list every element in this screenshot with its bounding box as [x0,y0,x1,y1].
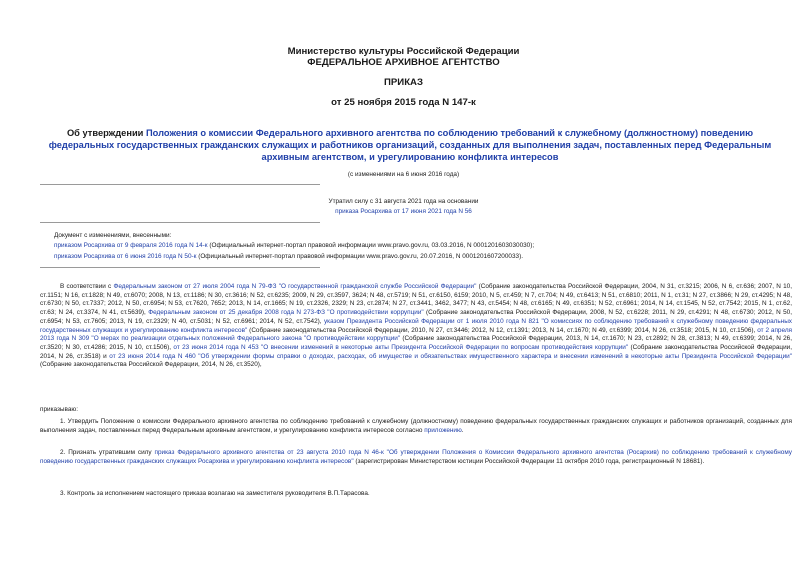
changes-block [54,232,794,261]
lost-force-order-link[interactable]: приказа Росархива от 17 июня 2021 года N 56 [335,208,472,216]
ministry-name: Министерство культуры Российской Федерации [287,46,520,57]
preamble-paragraph [40,283,792,370]
document-type: ПРИКАЗ [384,77,423,88]
preamble-text: В соответствии с [60,283,114,290]
preamble-text: (Собрание законодательства Российской Федерации, 2010, N 27, ст.3446; 2012, N 12, ст.1391; 2013, N 14, ст.1670; N 49, ст.6399; 2014, N 26, ст.3518; 2015, N 10, ст.1506), [247,326,758,334]
title-prefix: Об утверждении [66,128,146,138]
title-regulation-link[interactable]: Положения о комиссии Федерального архивного агентства по соблюдению требований к служебному (должностному) поведению федеральных государственных гражданских служащих и работников организаций, созданных для выполнения задач, поставленных перед Федеральным архивным агентством, и урегулированию конфликта интересов [48,128,772,162]
decree-309-link[interactable]: от 2 апреля 2013 года N 309 "О мерах по реализации отдельных положений Федерального закона "О противодействии коррупции" [40,326,793,343]
change-source: (Официальный интернет-портал правовой информации www.pravo.gov.ru, 03.03.2016, N 0001201603030030); [207,242,535,250]
change-order-link[interactable]: приказом Росархива от 9 февраля 2016 года N 14-к [54,242,208,250]
preamble-text: (Собрание законодательства Российской Федерации, 2008, N 52, ст.6228; 2011, N 29, ст.4291; N 48, ст.6730; 2012, N 50, ст.6954; N 53, ст.7605; 2013, N 19, ст.2329; N 40, ст.5031; N 52, ст.6961; 2014, N 52, ст.7542), [40,309,792,325]
document-title [40,127,780,163]
decree-821-link[interactable]: указом Президента Российской Федерации от 1 июля 2010 года N 821 "О комиссиях по соблюдению требований к служебному поведению федеральных государственных служащих и урегулированию конфликта интересов" [40,317,792,334]
item-text: 1. Утвердить Положение о комиссии Федерального архивного агентства по соблюдению требований к служебному (должностному) поведению федеральных государственных гражданских служащих и работников организаций, созданных для выполнения задач, поставленных перед Федеральным архивным агентством, и урегулированию конфликта интересов согласно [40,418,792,434]
item-text: . [461,426,464,434]
decree-460-link[interactable]: от 23 июня 2014 года N 460 "Об утверждении формы справки о доходах, расходах, об имуществе и обязательствах имущественного характера и внесении изменений в некоторые акты Президента Российской Федерации" [109,352,792,360]
appendix-link[interactable]: приложению [424,426,462,434]
agency-name: ФЕДЕРАЛЬНОЕ АРХИВНОЕ АГЕНТСТВО [307,57,500,68]
changes-item [54,253,794,261]
document-date: от 25 ноября 2015 года N 147-к [331,97,476,108]
decree-453-link[interactable]: от 23 июня 2014 года N 453 "О внесении изменений в некоторые акты Президента Российской Федерации по вопросам противодействия коррупции" [173,343,629,351]
amendment-note: (с изменениями на 6 июня 2016 года) [347,171,460,178]
order-item-1 [40,418,792,435]
order-word: приказываю: [40,406,78,413]
change-source: (Официальный интернет-портал правовой информации www.pravo.gov.ru, 20.07.2016, N 0001201607200033). [196,252,523,260]
item-text: 2. Признать утратившим силу [60,449,155,456]
changes-heading: Документ с изменениями, внесенными: [54,232,172,239]
law-273-fz-link[interactable]: Федеральным законом от 25 декабря 2008 года N 273-ФЗ "О противодействии коррупции" [148,309,424,317]
document-header [0,46,807,108]
preamble-text: (Собрание законодательства Российской Федерации, 2004, N 31, ст.3215; 2006, N 6, ст.636; 2007, N 10, ст.1151; N 16, ст.1828; N 49, ст.6070; 2008, N 13, ст.1186; N 30, ст.3616; N 52, ст.6235; 2009, N 29, ст.3597, 3624; N 48, ст.5719; N 51, ст.6150, 6159; 2010, N 5, ст.459; N 7, ст.704; N 49, ст.6413; N 51, ст.6810; 2011, N 1, ст.31; N 27, ст.3866; N 29, ст.4295; N 48, ст.6730; N 50, ст.7337; 2012, N 50, ст.6954; N 53, ст.7620, 7652; 2013, N 14, ст.1665; N 19, ст.2326, 2329; N 23, ст.2874; N 27, ст.3441, 3462, 3477; N 43, ст.5454; N 48, ст.6165; N 49, ст.6351; N 52, ст.6961; 2014, N 14, ст.1545, N 52, ст.7542; 2015, N 1, ст.62, ст.63; N 24, ст.3374, N 41, ст.5639), [40,283,792,317]
order-item-2 [40,449,792,466]
law-79-fz-link[interactable]: Федеральным законом от 27 июля 2004 года N 79-ФЗ "О государственной гражданской службе Российской Федерации" [113,283,477,290]
lost-force-text: Утратил силу с 31 августа 2021 года на основании [328,198,479,205]
order-item-3: 3. Контроль за исполнением настоящего приказа возлагаю на заместителя руководителя В.П.Тарасова. [60,490,370,497]
changes-item [54,242,794,250]
preamble-text: (Собрание законодательства Российской Федерации, 2014, N 26, ст.3520), [40,361,262,369]
separator-line [40,184,320,185]
item-text: (зарегистрирован Министерством юстиции Российской Федерации 11 октября 2010 года, регистрационный N 18681). [353,457,705,465]
change-order-link[interactable]: приказом Росархива от 6 июня 2016 года N 50-к [54,252,197,260]
preamble-text: (Собрание законодательства Российской Федерации, 2014, N 26, ст.3518) и [40,343,792,360]
separator-line [40,222,320,223]
separator-line [40,267,320,268]
repealed-order-link[interactable]: приказ Федерального архивного агентства от 23 августа 2010 года N 46-к "Об утверждении Положения о Комиссии Федерального архивного агентства (Росархив) по соблюдению требований к служебному поведению государственных гражданских служащих Росархива и урегулированию конфликта интересов" [40,449,792,465]
preamble-text: (Собрание законодательства Российской Федерации, 2013, N 14, ст.1670; N 23, ст.2892; N 28, ст.3813; N 49, ст.6399; 2014, N 26, ст.3520; N 30, ст.4286; 2015, N 10, ст.1506), [40,335,792,351]
lost-force-note [0,198,807,217]
